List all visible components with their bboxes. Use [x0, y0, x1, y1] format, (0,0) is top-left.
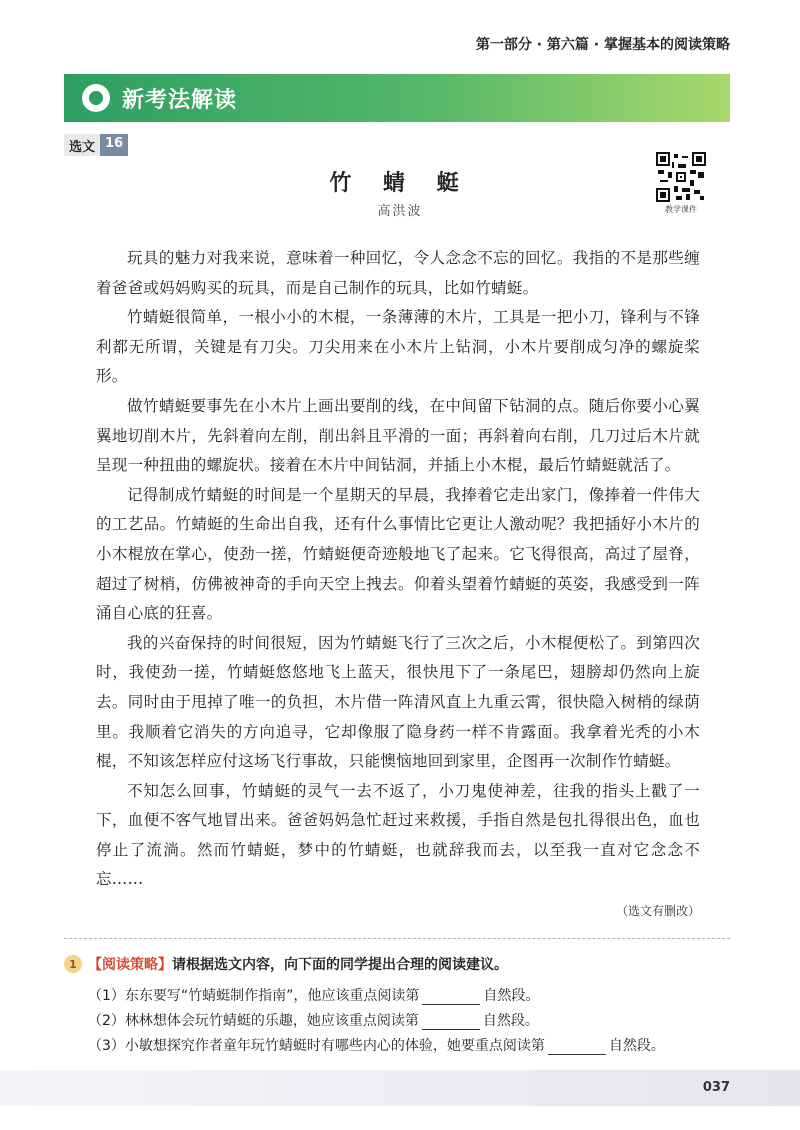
question-item-text: （2）林林想体会玩竹蜻蜓的乐趣，她应该重点阅读第: [88, 1013, 419, 1029]
page-number: 037: [702, 1080, 730, 1095]
paragraph: 玩具的魅力对我来说，意味着一种回忆，令人念念不忘的回忆。我指的不是那些缠着爸爸或妈妈购买的玩具，而是自己制作的玩具，比如竹蜻蜓。: [96, 249, 700, 297]
paragraph: 记得制成竹蜻蜓的时间是一个星期天的早晨，我捧着它走出家门，像捧着一件伟大的工艺品。竹蜻蜓的生命出自我，还有什么事情比它更让人激动呢？我把插好小木片的小木棍放在掌心，使劲一搓，竹蜻蜓便奇迹般地飞了起来。它飞得很高，高过了屋脊，超过了树梢，仿佛被神奇的手向天空上拽去。仰着头望着竹蜻蜓的英姿，我感受到一阵涌自心底的狂喜。: [96, 485, 700, 623]
paragraph: 做竹蜻蜓要事先在小木片上画出要削的线，在中间留下钻洞的点。随后你要小心翼翼地切削木片，先斜着向左削，削出斜且平滑的一面；再斜着向右削，几刀过后木片就呈现一种扭曲的螺旋状。接着在木片中间钻洞，并插上小木棍，最后竹蜻蜓就活了。: [96, 396, 700, 475]
question-heading: [64, 954, 508, 974]
question-items: [88, 980, 665, 1055]
selection-number: 16: [100, 134, 128, 156]
question-prompt: 请根据选文内容，向下面的同学提出合理的阅读建议。: [172, 957, 508, 973]
question-item-text: （3）小敏想探究作者童年玩竹蜻蜓时有哪些内心的体验，她要重点阅读第: [88, 1038, 545, 1054]
qr-code-icon[interactable]: [656, 152, 706, 202]
paragraph: 不知怎么回事，竹蜻蜓的灵气一去不返了，小刀鬼使神差，往我的指头上戳了一下，血便不客气地冒出来。爸爸妈妈急忙赶过来救援，手指自然是包扎得很出色，血也停止了流淌。然而竹蜻蜓，梦中的竹蜻蜓，也就辞我而去，以至我一直对它念念不忘……: [96, 781, 700, 889]
edit-note: （选文有删改）: [615, 904, 700, 918]
answer-blank[interactable]: [422, 990, 480, 1005]
banner-title: 新考法解读: [122, 87, 238, 113]
selection-label: [64, 134, 128, 156]
running-header: 第一部分 · 第六篇 · 掌握基本的阅读策略: [475, 37, 730, 53]
section-banner: [64, 74, 730, 122]
footer-band: [0, 1070, 800, 1106]
question-item-suffix: 自然段。: [608, 1038, 665, 1054]
paragraph: 我的兴奋保持的时间很短，因为竹蜻蜓飞行了三次之后，小木棍便松了。到第四次时，我使劲一搓，竹蜻蜓悠悠地飞上蓝天，很快甩下了一条尾巴，翅膀却仍然向上旋去。同时由于甩掉了唯一的负担，木片借一阵清风直上九重云霄，很快隐入树梢的绿荫里。我顺着它消失的方向追寻，它却像服了隐身药一样不肯露面。我拿着光秃的小木棍，不知该怎样应付这场飞行事故，只能懊恼地回到家里，企图再一次制作竹蜻蜓。: [96, 633, 700, 771]
paragraph: 竹蜻蜓很简单，一根小小的木棍，一条薄薄的木片，工具是一把小刀，锋利与不锋利都无所谓，关键是有刀尖。刀尖用来在小木片上钻洞，小木片要削成匀净的螺旋桨形。: [96, 308, 700, 386]
question-item: [88, 1030, 665, 1055]
qr-caption: 教学课件: [665, 205, 697, 214]
question-item-text: （1）东东要写“竹蜻蜓制作指南”，他应该重点阅读第: [88, 988, 420, 1004]
answer-blank[interactable]: [422, 1015, 480, 1030]
article-body: [96, 244, 700, 895]
question-item-suffix: 自然段。: [482, 1013, 539, 1029]
selection-label-text: 选文: [64, 134, 100, 156]
question-item: [88, 980, 665, 1005]
answer-blank[interactable]: [548, 1040, 606, 1055]
section-divider: [64, 938, 730, 939]
article-title: 竹 蜻 蜓: [329, 170, 471, 196]
article-author: 高洪波: [377, 204, 423, 219]
question-tag: 【阅读策略】: [88, 957, 172, 973]
banner-logo-icon: [82, 84, 110, 112]
question-item: [88, 1005, 665, 1030]
question-item-suffix: 自然段。: [483, 988, 540, 1004]
question-number: 1: [64, 955, 82, 973]
